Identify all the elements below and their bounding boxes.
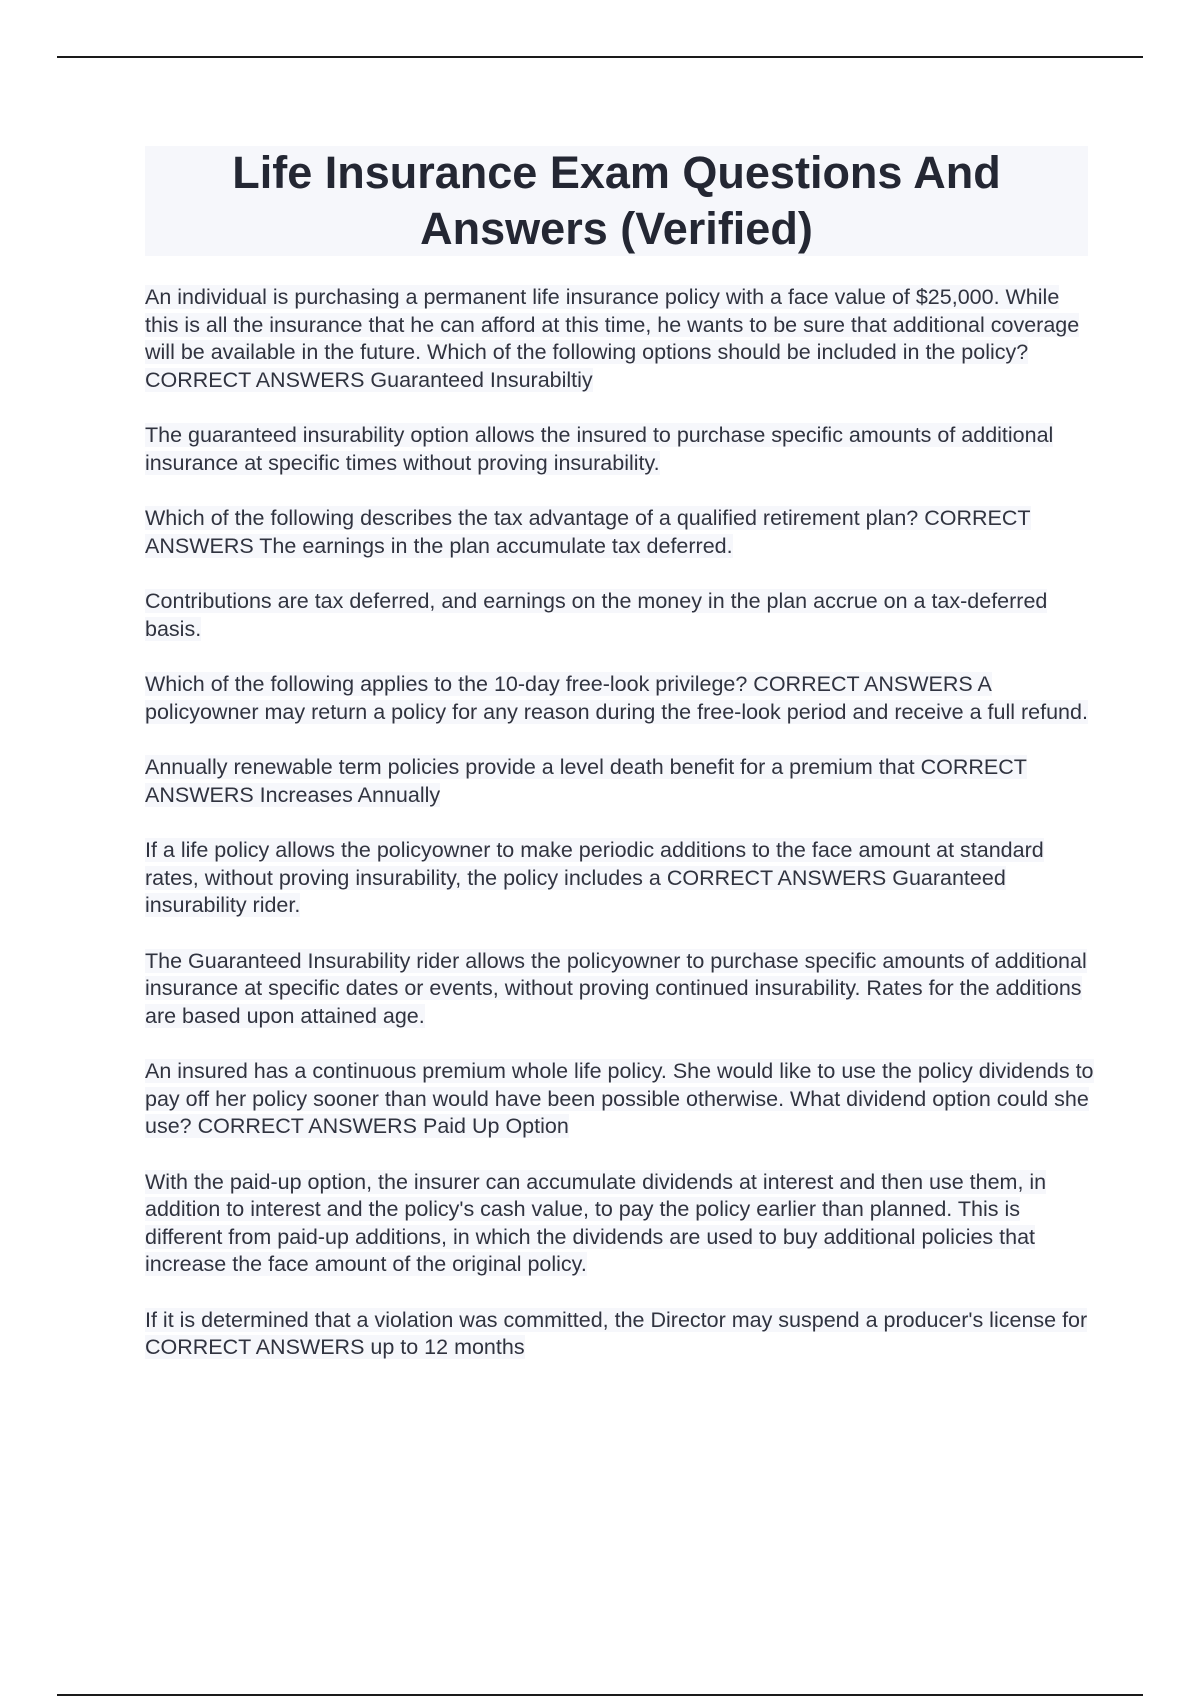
paragraph-5 [145,671,1095,726]
top-rule [57,56,1143,58]
paragraph-9-text: An insured has a continuous premium whole life policy. She would like to use the policy dividends to pay off her policy sooner than would have been possible otherwise. What dividend option could she use? CORRECT ANSWERS Paid Up Option [145,1059,1094,1138]
paragraph-10 [145,1169,1095,1279]
paragraph-2 [145,422,1095,477]
document-title: Life Insurance Exam Questions And Answers (Verified) [232,147,1001,254]
paragraph-4-text: Contributions are tax deferred, and earnings on the money in the plan accrue on a tax-deferred basis. [145,589,1048,641]
paragraph-6-text: Annually renewable term policies provide a level death benefit for a premium that CORRECT ANSWERS Increases Annually [145,755,1027,807]
paragraph-1-text: An individual is purchasing a permanent life insurance policy with a face value of $25,000. While this is all the insurance that he can afford at this time, he wants to be sure that additional coverage will be available in the future. Which of the following options should be included in the policy? CORRECT ANSWERS Guaranteed Insurabiltiy [145,285,1080,392]
bottom-rule [57,1694,1143,1696]
document-body [145,284,1095,1390]
paragraph-3-text: Which of the following describes the tax advantage of a qualified retirement plan? CORRECT ANSWERS The earnings in the plan accumulate tax deferred. [145,506,1031,558]
paragraph-3 [145,505,1095,560]
title-banner [145,146,1088,256]
paragraph-1 [145,284,1095,394]
paragraph-10-text: With the paid-up option, the insurer can accumulate dividends at interest and then use them, in addition to interest and the policy's cash value, to pay the policy earlier than planned. This is different from paid-up additions, in which the dividends are used to buy additional policies that increase the face amount of the original policy. [145,1169,1047,1276]
paragraph-5-text: Which of the following applies to the 10-day free-look privilege? CORRECT ANSWERS A policyowner may return a policy for any reason during the free-look period and receive a full refund. [145,672,1088,724]
paragraph-11-text: If it is determined that a violation was committed, the Director may suspend a producer's license for CORRECT ANSWERS up to 12 months [145,1307,1088,1359]
paragraph-4 [145,588,1095,643]
paragraph-7 [145,837,1095,920]
paragraph-2-text: The guaranteed insurability option allows the insured to purchase specific amounts of additional insurance at specific times without proving insurability. [145,423,1054,475]
paragraph-7-text: If a life policy allows the policyowner to make periodic additions to the face amount at standard rates, without proving insurability, the policy includes a CORRECT ANSWERS Guaranteed insurability rider. [145,838,1044,917]
paragraph-6 [145,754,1095,809]
paragraph-9 [145,1058,1095,1141]
paragraph-8 [145,948,1095,1031]
paragraph-8-text: The Guaranteed Insurability rider allows the policyowner to purchase specific amounts of additional insurance at specific dates or events, without proving continued insurability. Rates for the additions are based upon attained age. [145,948,1087,1028]
paragraph-11 [145,1307,1095,1362]
